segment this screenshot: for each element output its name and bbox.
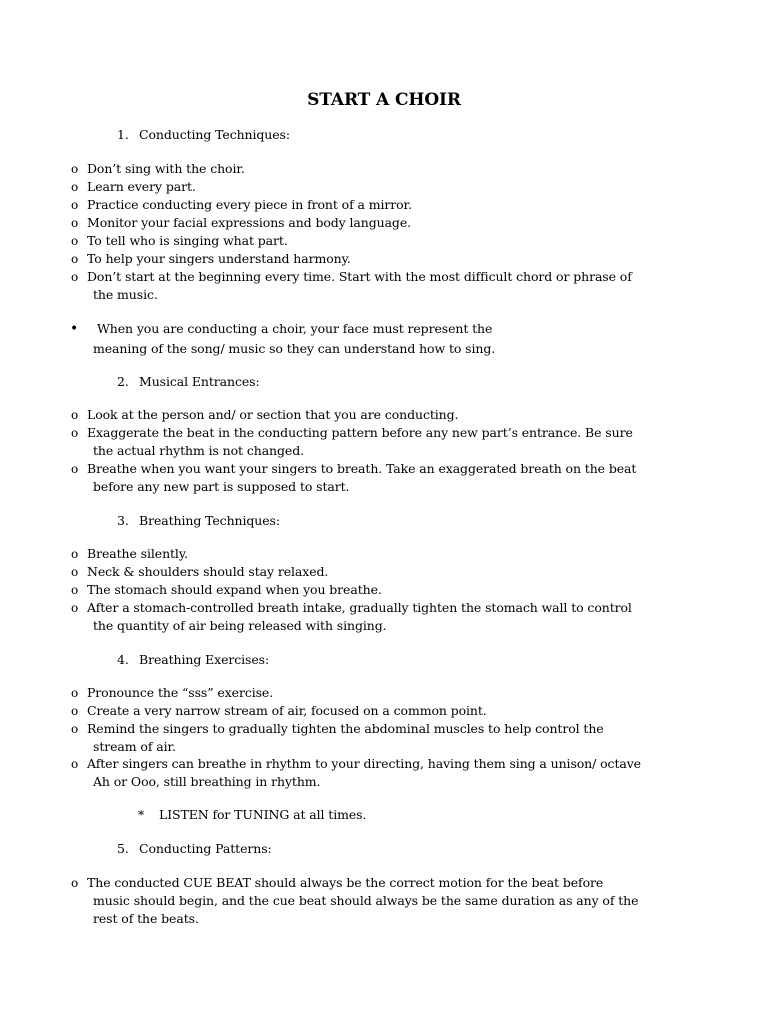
list-item-text: Exaggerate the beat in the conducting pattern before any new part’s entrance. Be sure [87,425,633,440]
list-item-text: the music. [93,287,158,302]
list-item-text: The stomach should expand when you breathe. [87,582,382,597]
section-heading [117,373,260,391]
list-item-text: To help your singers understand harmony. [87,251,351,266]
list-item-text: After singers can breathe in rhythm to your directing, having them sing a unison/ octave [87,756,641,771]
section-heading-text: Conducting Techniques: [139,127,290,142]
bullet-marker: o [71,216,79,230]
bullet-marker: o [71,583,79,597]
page-title: START A CHOIR [307,90,461,110]
section-number: 2. [117,374,129,389]
list-item-text: After a stomach-controlled breath intake, gradually tighten the stomach wall to control [87,600,632,615]
list-item-text: The conducted CUE BEAT should always be the correct motion for the beat before [87,875,604,890]
list-item-text: Pronounce the “sss” exercise. [87,685,274,700]
note-text: When you are conducting a choir, your face must represent the [97,321,493,336]
note-text: meaning of the song/ music so they can understand how to sing. [93,341,496,356]
bullet-marker: o [71,426,79,440]
section-heading-text: Breathing Techniques: [139,513,280,528]
section-number: 4. [117,652,129,667]
list-item-text: Neck & shoulders should stay relaxed. [87,564,329,579]
bullet-marker: o [71,462,79,476]
list-item-text: Remind the singers to gradually tighten the abdominal muscles to help control the [87,721,604,736]
list-item-text: music should begin, and the cue beat should always be the same duration as any of the [93,893,639,908]
reminder-text: LISTEN for TUNING at all times. [159,807,367,822]
bullet-marker: o [71,162,79,176]
list-item-text: Don’t sing with the choir. [87,161,245,176]
asterisk-marker: * [138,807,145,822]
section-number: 3. [117,513,129,528]
section-heading [117,126,290,144]
list-item-text: stream of air. [93,739,176,754]
list-item-text: Ah or Ooo, still breathing in rhythm. [93,774,321,789]
list-item-text: before any new part is supposed to start. [93,479,350,494]
list-item-text: Breathe when you want your singers to breath. Take an exaggerated breath on the beat [87,461,637,476]
bullet-marker: o [71,686,79,700]
bullet-marker: o [71,547,79,561]
list-item-text: Breathe silently. [87,546,189,561]
bullet-marker: o [71,757,79,771]
list-item-text: rest of the beats. [93,911,199,926]
bullet-marker: o [71,704,79,718]
list-item-text: the quantity of air being released with singing. [93,618,387,633]
section-heading [117,840,272,858]
bullet-marker: o [71,252,79,266]
bullet-marker: o [71,722,79,736]
bullet-marker: o [71,234,79,248]
bullet-marker: o [71,876,79,890]
section-heading-text: Conducting Patterns: [139,841,272,856]
section-heading-text: Breathing Exercises: [139,652,270,667]
bullet-marker: o [71,408,79,422]
section-number: 5. [117,841,129,856]
bullet-marker: o [71,180,79,194]
section-heading [117,651,269,669]
section-number: 1. [117,127,129,142]
list-item-text: Don’t start at the beginning every time. Start with the most difficult chord or phrase of [87,269,632,284]
list-item-text: Create a very narrow stream of air, focused on a common point. [87,703,487,718]
section-heading [117,512,280,530]
bullet-marker: o [71,198,79,212]
section-heading-text: Musical Entrances: [139,374,260,389]
filled-bullet-icon: • [70,321,79,337]
list-item-text: To tell who is singing what part. [87,233,288,248]
list-item-text: Monitor your facial expressions and body language. [87,215,411,230]
list-item-text: Look at the person and/ or section that you are conducting. [87,407,459,422]
list-item-text: the actual rhythm is not changed. [93,443,304,458]
bullet-marker: o [71,565,79,579]
list-item-text: Learn every part. [87,179,196,194]
list-item-text: Practice conducting every piece in front of a mirror. [87,197,412,212]
bullet-marker: o [71,270,79,284]
bullet-marker: o [71,601,79,615]
